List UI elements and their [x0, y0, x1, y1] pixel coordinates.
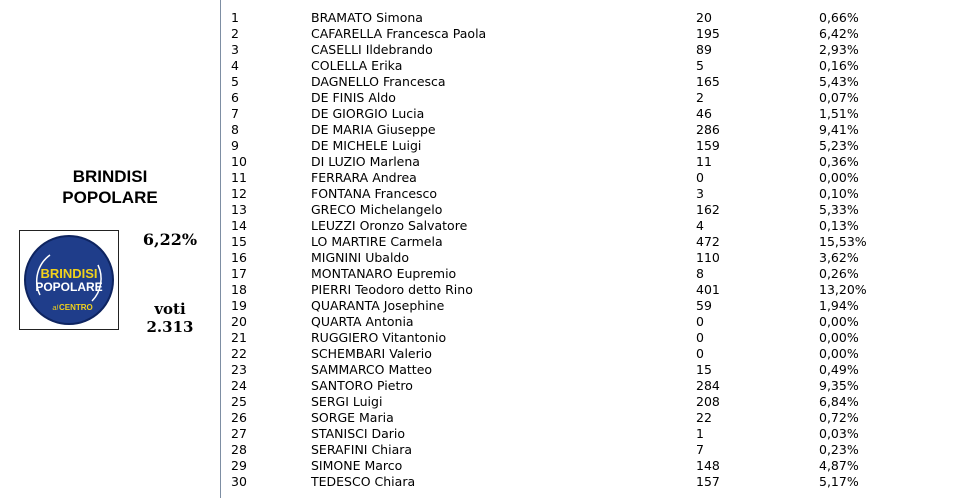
- logo-tagline-prefix: al: [52, 305, 58, 312]
- candidate-number: 4: [231, 58, 239, 73]
- candidate-number: 22: [231, 346, 247, 361]
- candidate-votes: 148: [696, 458, 720, 473]
- candidate-percentage: 6,84%: [819, 394, 859, 409]
- candidate-name: GRECO Michelangelo: [311, 202, 443, 217]
- candidate-votes: 11: [696, 154, 712, 169]
- candidate-percentage: 0,16%: [819, 58, 859, 73]
- candidate-percentage: 0,49%: [819, 362, 859, 377]
- candidate-votes: 89: [696, 42, 712, 57]
- party-votes-label: voti: [154, 300, 186, 318]
- candidate-name: SIMONE Marco: [311, 458, 403, 473]
- candidate-number: 7: [231, 106, 239, 121]
- candidate-name: CAFARELLA Francesca Paola: [311, 26, 487, 41]
- candidate-number: 3: [231, 42, 239, 57]
- candidate-percentage: 0,07%: [819, 90, 859, 105]
- candidate-row: [231, 90, 951, 106]
- party-percentage: 6,22%: [142, 230, 198, 249]
- candidate-percentage: 1,51%: [819, 106, 859, 121]
- candidate-percentage: 15,53%: [819, 234, 867, 249]
- candidate-percentage: 0,00%: [819, 170, 859, 185]
- candidate-percentage: 5,23%: [819, 138, 859, 153]
- candidate-votes: 7: [696, 442, 704, 457]
- candidate-name: QUARANTA Josephine: [311, 298, 445, 313]
- candidate-name: QUARTA Antonia: [311, 314, 414, 329]
- candidate-number: 20: [231, 314, 247, 329]
- candidate-percentage: 4,87%: [819, 458, 859, 473]
- candidate-name: MONTANARO Eupremio: [311, 266, 457, 281]
- candidate-name: DE MICHELE Luigi: [311, 138, 422, 153]
- candidate-number: 27: [231, 426, 247, 441]
- candidate-name: DE FINIS Aldo: [311, 90, 396, 105]
- candidate-row: [231, 362, 951, 378]
- candidate-votes: 110: [696, 250, 720, 265]
- candidate-number: 12: [231, 186, 247, 201]
- candidate-percentage: 0,00%: [819, 346, 859, 361]
- candidate-votes: 0: [696, 314, 704, 329]
- candidate-name: DAGNELLO Francesca: [311, 74, 446, 89]
- candidate-votes: 195: [696, 26, 720, 41]
- candidate-percentage: 9,35%: [819, 378, 859, 393]
- party-name-line1: BRINDISI: [72, 167, 148, 186]
- candidate-percentage: 5,33%: [819, 202, 859, 217]
- candidate-votes: 1: [696, 426, 704, 441]
- candidate-votes: 5: [696, 58, 704, 73]
- candidate-votes: 284: [696, 378, 720, 393]
- candidate-votes: 46: [696, 106, 712, 121]
- candidate-name: SANTORO Pietro: [311, 378, 413, 393]
- candidate-votes: 0: [696, 170, 704, 185]
- logo-word2: POPOLARE: [35, 280, 103, 294]
- candidate-votes: 3: [696, 186, 704, 201]
- candidate-percentage: 9,41%: [819, 122, 859, 137]
- candidate-number: 24: [231, 378, 247, 393]
- candidate-row: [231, 410, 951, 426]
- candidate-name: SAMMARCO Matteo: [311, 362, 433, 377]
- candidate-number: 1: [231, 10, 239, 25]
- party-name: [50, 166, 170, 208]
- candidate-number: 6: [231, 90, 239, 105]
- candidate-votes: 20: [696, 10, 712, 25]
- logo-tagline: CENTRO: [59, 303, 93, 312]
- candidate-percentage: 0,10%: [819, 186, 859, 201]
- candidate-percentage: 0,23%: [819, 442, 859, 457]
- candidate-number: 21: [231, 330, 247, 345]
- candidate-percentage: 0,00%: [819, 330, 859, 345]
- candidate-number: 17: [231, 266, 247, 281]
- candidate-votes: 59: [696, 298, 712, 313]
- candidate-name: SERGI Luigi: [311, 394, 383, 409]
- candidate-row: [231, 458, 951, 474]
- candidate-percentage: 0,13%: [819, 218, 859, 233]
- candidate-row: [231, 234, 951, 250]
- candidate-row: [231, 394, 951, 410]
- candidate-row: [231, 474, 951, 490]
- candidate-row: [231, 202, 951, 218]
- candidate-name: DI LUZIO Marlena: [311, 154, 420, 169]
- candidate-row: [231, 250, 951, 266]
- candidate-name: SERAFINI Chiara: [311, 442, 413, 457]
- candidate-votes: 8: [696, 266, 704, 281]
- candidate-number: 14: [231, 218, 247, 233]
- party-logo-icon: [20, 231, 118, 329]
- candidate-name: SORGE Maria: [311, 410, 394, 425]
- candidate-number: 26: [231, 410, 247, 425]
- candidate-number: 28: [231, 442, 247, 457]
- candidate-percentage: 0,26%: [819, 266, 859, 281]
- candidate-row: [231, 26, 951, 42]
- candidate-name: COLELLA Erika: [311, 58, 403, 73]
- candidate-percentage: 1,94%: [819, 298, 859, 313]
- candidate-row: [231, 42, 951, 58]
- candidate-votes: 2: [696, 90, 704, 105]
- candidate-number: 30: [231, 474, 247, 489]
- candidate-votes: 0: [696, 330, 704, 345]
- candidate-percentage: 0,36%: [819, 154, 859, 169]
- candidate-votes: 159: [696, 138, 720, 153]
- candidate-votes: 0: [696, 346, 704, 361]
- candidate-row: [231, 282, 951, 298]
- candidate-number: 13: [231, 202, 247, 217]
- candidate-row: [231, 426, 951, 442]
- candidate-row: [231, 330, 951, 346]
- candidate-votes: 286: [696, 122, 720, 137]
- candidate-row: [231, 186, 951, 202]
- candidate-name: MIGNINI Ubaldo: [311, 250, 410, 265]
- candidate-number: 15: [231, 234, 247, 249]
- vertical-divider: [220, 0, 221, 498]
- candidate-number: 11: [231, 170, 247, 185]
- candidate-name: DE GIORGIO Lucia: [311, 106, 425, 121]
- party-summary-panel: [0, 0, 220, 498]
- candidate-votes: 4: [696, 218, 704, 233]
- candidate-percentage: 13,20%: [819, 282, 867, 297]
- candidate-percentage: 2,93%: [819, 42, 859, 57]
- party-logo-box: [19, 230, 119, 330]
- candidate-percentage: 5,17%: [819, 474, 859, 489]
- candidate-number: 2: [231, 26, 239, 41]
- candidate-number: 16: [231, 250, 247, 265]
- candidate-row: [231, 10, 951, 26]
- candidate-row: [231, 346, 951, 362]
- candidate-name: LO MARTIRE Carmela: [311, 234, 443, 249]
- candidate-row: [231, 442, 951, 458]
- candidate-percentage: 3,62%: [819, 250, 859, 265]
- candidate-row: [231, 154, 951, 170]
- candidate-number: 18: [231, 282, 247, 297]
- party-name-line2: POPOLARE: [62, 188, 158, 207]
- candidate-row: [231, 122, 951, 138]
- candidate-percentage: 0,00%: [819, 314, 859, 329]
- candidate-name: FERRARA Andrea: [311, 170, 417, 185]
- candidate-name: PIERRI Teodoro detto Rino: [311, 282, 473, 297]
- candidate-name: CASELLI Ildebrando: [311, 42, 433, 57]
- candidate-votes: 472: [696, 234, 720, 249]
- candidate-row: [231, 58, 951, 74]
- candidate-percentage: 0,03%: [819, 426, 859, 441]
- candidate-name: TEDESCO Chiara: [311, 474, 416, 489]
- candidate-number: 5: [231, 74, 239, 89]
- candidate-number: 10: [231, 154, 247, 169]
- logo-word1: BRINDISI: [40, 266, 98, 281]
- candidate-votes: 22: [696, 410, 712, 425]
- candidate-name: FONTANA Francesco: [311, 186, 438, 201]
- candidate-name: DE MARIA Giuseppe: [311, 122, 436, 137]
- candidate-row: [231, 170, 951, 186]
- candidate-votes: 15: [696, 362, 712, 377]
- candidate-votes: 162: [696, 202, 720, 217]
- candidate-number: 19: [231, 298, 247, 313]
- candidate-number: 8: [231, 122, 239, 137]
- candidate-votes: 401: [696, 282, 720, 297]
- candidate-number: 25: [231, 394, 247, 409]
- candidate-votes: 208: [696, 394, 720, 409]
- candidate-row: [231, 106, 951, 122]
- candidate-row: [231, 266, 951, 282]
- party-votes-value: 2.313: [146, 318, 194, 336]
- candidate-percentage: 0,66%: [819, 10, 859, 25]
- candidate-row: [231, 378, 951, 394]
- candidate-list: [231, 10, 951, 490]
- candidate-name: STANISCI Dario: [311, 426, 406, 441]
- candidate-votes: 157: [696, 474, 720, 489]
- candidate-name: LEUZZI Oronzo Salvatore: [311, 218, 468, 233]
- candidate-number: 9: [231, 138, 239, 153]
- candidate-percentage: 0,72%: [819, 410, 859, 425]
- candidate-percentage: 6,42%: [819, 26, 859, 41]
- candidate-row: [231, 138, 951, 154]
- candidate-name: SCHEMBARI Valerio: [311, 346, 432, 361]
- candidate-number: 23: [231, 362, 247, 377]
- candidate-number: 29: [231, 458, 247, 473]
- candidate-name: BRAMATO Simona: [311, 10, 423, 25]
- candidate-row: [231, 314, 951, 330]
- candidate-row: [231, 298, 951, 314]
- candidate-row: [231, 74, 951, 90]
- candidate-percentage: 5,43%: [819, 74, 859, 89]
- candidate-row: [231, 218, 951, 234]
- candidate-votes: 165: [696, 74, 720, 89]
- candidate-name: RUGGIERO Vitantonio: [311, 330, 447, 345]
